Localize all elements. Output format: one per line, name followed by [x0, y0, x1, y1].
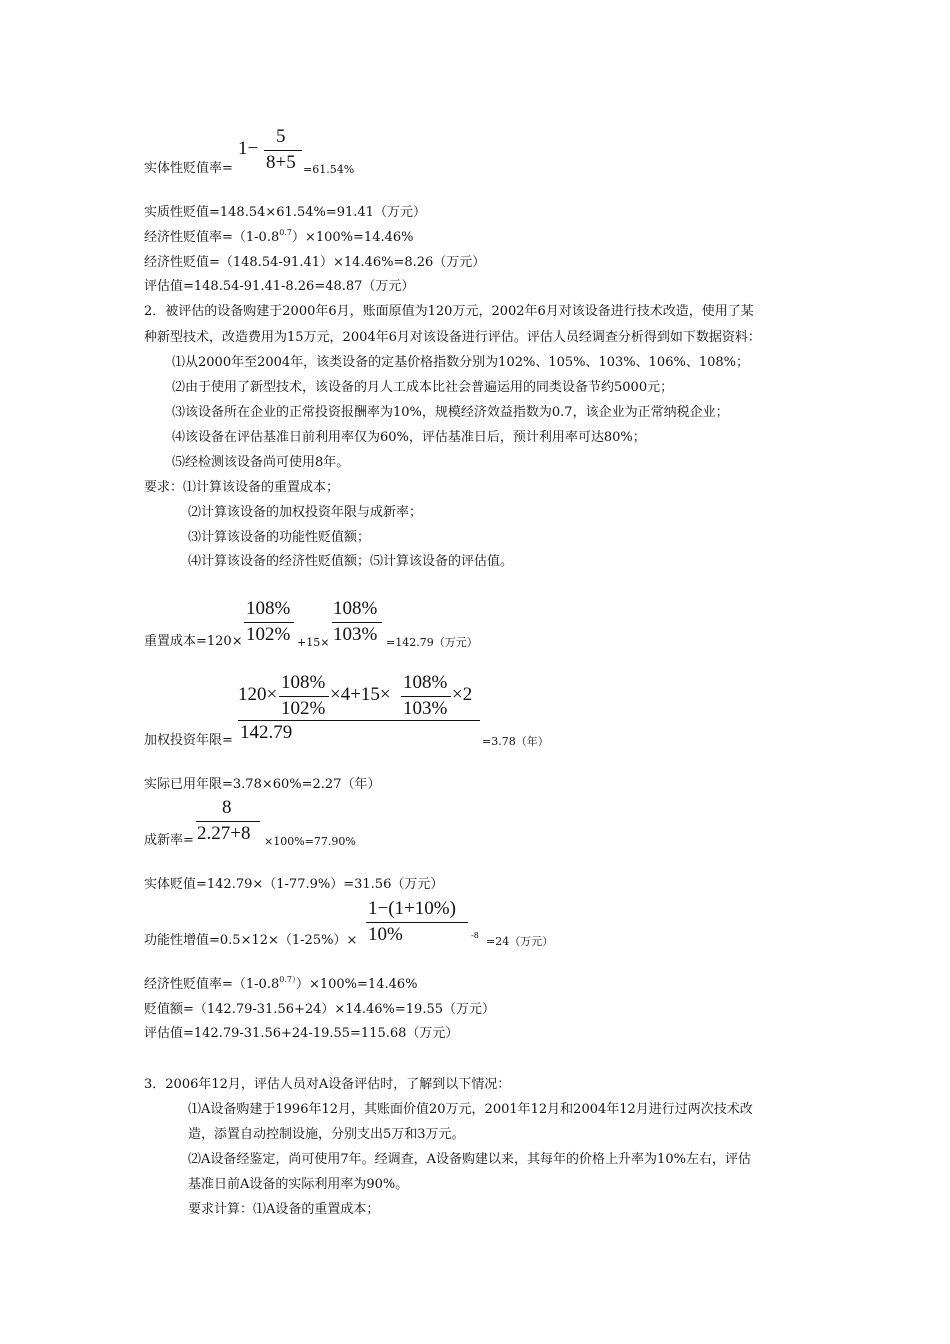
text-line — [144, 976, 418, 995]
text-segment: 经济性贬值率=（1-0.8 — [144, 977, 280, 992]
text-line: 评估值=148.54-91.41-8.26=48.87（万元） — [144, 279, 415, 294]
f4-bar — [196, 821, 260, 822]
f3-top-bar-1 — [279, 696, 329, 697]
q2-paragraph-line: 2．被评估的设备购建于2000年6月，账面原值为120万元，2002年6月对该设备进行技术改造，使用了某 — [144, 304, 754, 319]
q2-item: ⑷该设备在评估基准日前利用率仅为60%，评估基准日后，预计利用率可达80%； — [172, 430, 646, 445]
f5-denominator: 10% — [368, 924, 403, 945]
q3-heading: 3．2006年12月，评估人员对A设备评估时，了解到以下情况： — [144, 1077, 511, 1092]
f3-top-bar-2 — [401, 696, 451, 697]
q2-paragraph-line: 种新型技术，改造费用为15万元，2004年6月对该设备进行评估。评估人员经调查分析得到如下数据资料： — [144, 330, 761, 345]
text-line: 实质性贬值=148.54×61.54%=91.41（万元） — [144, 205, 426, 220]
text-line: 评估值=142.79-31.56+24-19.55=115.68（万元） — [144, 1026, 459, 1041]
q2-item: ⑴从2000年至2004年，该类设备的定基价格指数分别为102%、105%、103%、106%、108%； — [172, 355, 749, 370]
q2-requirement: ⑶计算该设备的功能性贬值额； — [188, 530, 371, 545]
f4-numerator: 8 — [222, 797, 232, 818]
f3-main-bar — [238, 720, 480, 721]
text-segment: 经济性贬值率=（1-0.8 — [144, 230, 280, 245]
exponent: 0.7 — [279, 228, 292, 237]
f1-numerator: 5 — [276, 126, 286, 147]
f4-result: ×100%=77.90% — [264, 835, 356, 848]
text-line: 经济性贬值=（148.54-91.41）×14.46%=8.26（万元） — [144, 255, 486, 270]
q3-paragraph-line: ⑴A设备购建于1996年12月，其账面价值20万元，2001年12月和2004年12月进行过两次技术改 — [188, 1102, 753, 1117]
text-line: 贬值额=（142.79-31.56+24）×14.46%=19.55（万元） — [144, 1002, 495, 1017]
f3-top-num-1: 108% — [281, 672, 326, 693]
f3-top-mid: ×4+15× — [330, 684, 391, 705]
q2-requirement: ⑷计算该设备的经济性贬值额；⑸计算该设备的评估值。 — [188, 554, 514, 569]
f1-fraction-bar — [264, 150, 302, 151]
f4-denominator: 2.27+8 — [197, 823, 251, 844]
f4-label: 成新率= — [144, 833, 194, 848]
f1-denominator: 8+5 — [266, 152, 296, 173]
f3-top-num-2: 108% — [403, 672, 448, 693]
text-line: 实际已用年限=3.78×60%=2.27（年） — [144, 777, 381, 792]
f5-numerator: 1−(1+10%) — [368, 898, 456, 919]
f2-num-2: 108% — [333, 598, 378, 619]
f2-mid: +15× — [297, 636, 330, 649]
exponent: 0.7） — [279, 975, 296, 984]
f3-top-end: ×2 — [452, 684, 473, 705]
q3-paragraph-line: ⑵A设备经鉴定，尚可使用7年。经调查，A设备购建以来，其每年的价格上升率为10%左右，评估 — [188, 1152, 751, 1167]
f2-label: 重置成本=120× — [144, 634, 243, 649]
f3-top-den-1: 102% — [281, 698, 326, 719]
f2-den-1: 102% — [246, 624, 291, 645]
f5-label: 功能性增值=0.5×12×（1-25%）× — [144, 933, 358, 948]
q3-requirement: 要求计算：⑴A设备的重置成本； — [188, 1202, 380, 1217]
q2-item: ⑶该设备所在企业的正常投资报酬率为10%，规模经济效益指数为0.7，该企业为正常纳税企业； — [172, 405, 729, 420]
f3-label: 加权投资年限= — [144, 733, 233, 748]
f2-bar-2 — [332, 622, 382, 623]
f5-exponent: -8 — [471, 931, 479, 940]
f2-den-2: 103% — [333, 624, 378, 645]
f5-result: =24（万元） — [486, 935, 554, 948]
q2-item: ⑸经检测该设备尚可使用8年。 — [172, 455, 350, 470]
f3-denominator: 142.79 — [240, 722, 293, 743]
f5-bar — [366, 922, 468, 923]
q3-paragraph-line: 造，添置自动控制设施，分别支出5万和3万元。 — [188, 1127, 465, 1142]
q2-requirement: 要求：⑴计算该设备的重置成本； — [144, 480, 340, 495]
q3-paragraph-line: 基准日前A设备的实际利用率为90%。 — [188, 1177, 409, 1192]
q2-item: ⑵由于使用了新型技术，该设备的月人工成本比社会普遍运用的同类设备节约5000元； — [172, 380, 674, 395]
f1-lead: 1− — [238, 138, 259, 159]
f2-num-1: 108% — [246, 598, 291, 619]
f3-top-a: 120× — [238, 684, 278, 705]
text-segment: ）×100%=14.46% — [295, 977, 418, 992]
f3-top-den-2: 103% — [403, 698, 448, 719]
f2-result: =142.79（万元） — [386, 636, 478, 649]
q2-requirement: ⑵计算该设备的加权投资年限与成新率； — [188, 505, 423, 520]
text-line: 实体贬值=142.79×（1-77.9%）=31.56（万元） — [144, 877, 444, 892]
text-line — [144, 229, 414, 248]
f3-result: =3.78（年） — [482, 735, 549, 748]
f1-result: =61.54% — [303, 163, 355, 176]
text-segment: ）×100%=14.46% — [291, 230, 414, 245]
f2-bar-1 — [244, 622, 294, 623]
f1-label: 实体性贬值率= — [144, 161, 233, 176]
